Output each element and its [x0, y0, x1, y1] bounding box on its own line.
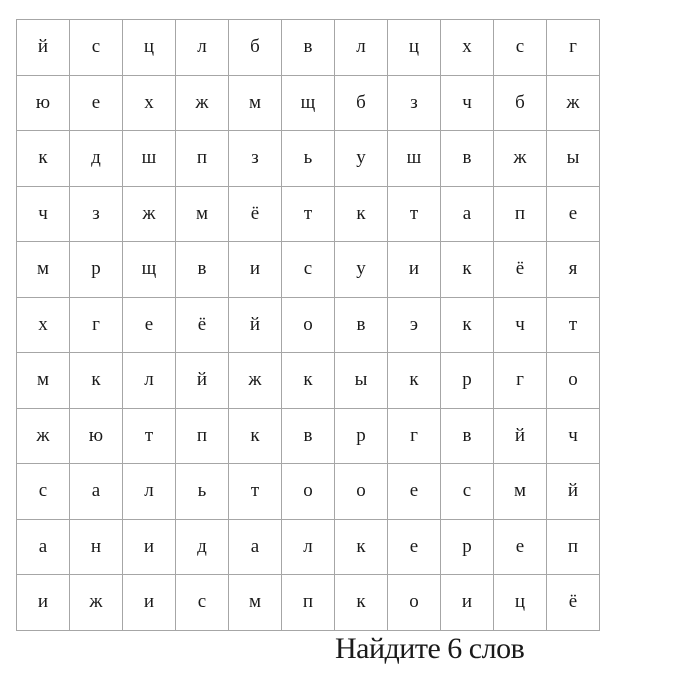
grid-cell: м: [229, 575, 282, 631]
grid-cell: ц: [494, 575, 547, 631]
grid-cell: й: [176, 353, 229, 409]
grid-cell: и: [123, 519, 176, 575]
grid-cell: а: [70, 464, 123, 520]
grid-cell: ю: [70, 408, 123, 464]
grid-row: [17, 353, 600, 409]
grid-cell: ч: [17, 186, 70, 242]
grid-cell: ь: [282, 131, 335, 187]
grid-cell: в: [282, 408, 335, 464]
grid-cell: к: [335, 575, 388, 631]
grid-row: [17, 297, 600, 353]
grid-cell: г: [494, 353, 547, 409]
grid-cell: р: [335, 408, 388, 464]
grid-cell: ч: [547, 408, 600, 464]
grid-row: [17, 75, 600, 131]
grid-cell: ж: [123, 186, 176, 242]
grid-row: [17, 575, 600, 631]
grid-cell: с: [17, 464, 70, 520]
grid-cell: о: [282, 464, 335, 520]
grid-cell: ж: [17, 408, 70, 464]
grid-cell: ы: [547, 131, 600, 187]
grid-cell: к: [441, 242, 494, 298]
grid-cell: п: [176, 408, 229, 464]
grid-cell: с: [176, 575, 229, 631]
grid-cell: я: [547, 242, 600, 298]
grid-cell: н: [70, 519, 123, 575]
grid-cell: х: [441, 20, 494, 76]
grid-cell: е: [70, 75, 123, 131]
grid-cell: г: [70, 297, 123, 353]
grid-row: [17, 464, 600, 520]
grid-cell: т: [229, 464, 282, 520]
grid-cell: у: [335, 131, 388, 187]
grid-cell: л: [282, 519, 335, 575]
grid-cell: л: [176, 20, 229, 76]
grid-cell: е: [494, 519, 547, 575]
grid-cell: ё: [176, 297, 229, 353]
grid-cell: о: [282, 297, 335, 353]
grid-row: [17, 20, 600, 76]
grid-cell: о: [388, 575, 441, 631]
grid-cell: к: [229, 408, 282, 464]
grid-cell: в: [441, 408, 494, 464]
grid-cell: б: [494, 75, 547, 131]
grid-cell: в: [335, 297, 388, 353]
grid-cell: ю: [17, 75, 70, 131]
grid-cell: ц: [123, 20, 176, 76]
grid-cell: м: [494, 464, 547, 520]
grid-cell: з: [388, 75, 441, 131]
grid-cell: к: [335, 519, 388, 575]
grid-cell: п: [282, 575, 335, 631]
grid-cell: т: [547, 297, 600, 353]
grid-cell: р: [441, 519, 494, 575]
grid-row: [17, 519, 600, 575]
grid-cell: с: [494, 20, 547, 76]
word-search-grid: [16, 19, 600, 631]
instruction-text: Найдите 6 слов: [335, 632, 525, 665]
grid-cell: е: [123, 297, 176, 353]
grid-cell: ч: [441, 75, 494, 131]
grid-cell: к: [70, 353, 123, 409]
grid-cell: г: [388, 408, 441, 464]
grid-cell: к: [17, 131, 70, 187]
grid-cell: р: [70, 242, 123, 298]
grid-cell: в: [441, 131, 494, 187]
grid-cell: и: [229, 242, 282, 298]
grid-cell: й: [547, 464, 600, 520]
grid-cell: м: [229, 75, 282, 131]
grid-cell: л: [335, 20, 388, 76]
grid-cell: ё: [494, 242, 547, 298]
grid-cell: у: [335, 242, 388, 298]
grid-cell: и: [388, 242, 441, 298]
grid-cell: ж: [494, 131, 547, 187]
grid-cell: ё: [229, 186, 282, 242]
grid-cell: т: [123, 408, 176, 464]
grid-row: [17, 408, 600, 464]
grid-cell: д: [176, 519, 229, 575]
grid-cell: и: [441, 575, 494, 631]
grid-cell: э: [388, 297, 441, 353]
grid-cell: х: [17, 297, 70, 353]
grid-cell: а: [229, 519, 282, 575]
grid-cell: е: [388, 519, 441, 575]
grid-cell: п: [494, 186, 547, 242]
grid-cell: с: [282, 242, 335, 298]
grid-cell: р: [441, 353, 494, 409]
grid-cell: с: [70, 20, 123, 76]
grid-cell: ы: [335, 353, 388, 409]
grid-row: [17, 242, 600, 298]
grid-cell: л: [123, 353, 176, 409]
grid-cell: ё: [547, 575, 600, 631]
grid-cell: м: [17, 353, 70, 409]
grid-cell: м: [17, 242, 70, 298]
grid-cell: е: [388, 464, 441, 520]
grid-cell: й: [229, 297, 282, 353]
grid-cell: ш: [123, 131, 176, 187]
grid-cell: т: [282, 186, 335, 242]
grid-cell: д: [70, 131, 123, 187]
grid-cell: ж: [176, 75, 229, 131]
grid-cell: з: [229, 131, 282, 187]
grid-cell: ж: [229, 353, 282, 409]
grid-cell: а: [441, 186, 494, 242]
grid-cell: ч: [494, 297, 547, 353]
grid-cell: п: [176, 131, 229, 187]
grid-cell: щ: [123, 242, 176, 298]
grid-row: [17, 186, 600, 242]
grid-cell: л: [123, 464, 176, 520]
grid-cell: в: [176, 242, 229, 298]
grid-cell: о: [335, 464, 388, 520]
grid-cell: г: [547, 20, 600, 76]
grid-cell: к: [388, 353, 441, 409]
grid-cell: к: [441, 297, 494, 353]
grid-cell: к: [282, 353, 335, 409]
grid-cell: о: [547, 353, 600, 409]
grid-cell: м: [176, 186, 229, 242]
grid-cell: з: [70, 186, 123, 242]
grid-cell: й: [494, 408, 547, 464]
grid-cell: х: [123, 75, 176, 131]
grid-row: [17, 131, 600, 187]
grid-cell: щ: [282, 75, 335, 131]
grid-cell: в: [282, 20, 335, 76]
grid-cell: а: [17, 519, 70, 575]
grid-cell: ь: [176, 464, 229, 520]
grid-cell: ц: [388, 20, 441, 76]
grid-cell: к: [335, 186, 388, 242]
grid-cell: т: [388, 186, 441, 242]
grid-cell: б: [229, 20, 282, 76]
grid-cell: ж: [547, 75, 600, 131]
grid-cell: й: [17, 20, 70, 76]
grid-cell: и: [123, 575, 176, 631]
grid-cell: п: [547, 519, 600, 575]
grid-cell: с: [441, 464, 494, 520]
grid-cell: ш: [388, 131, 441, 187]
grid-cell: ж: [70, 575, 123, 631]
grid-cell: б: [335, 75, 388, 131]
grid-cell: е: [547, 186, 600, 242]
grid-cell: и: [17, 575, 70, 631]
